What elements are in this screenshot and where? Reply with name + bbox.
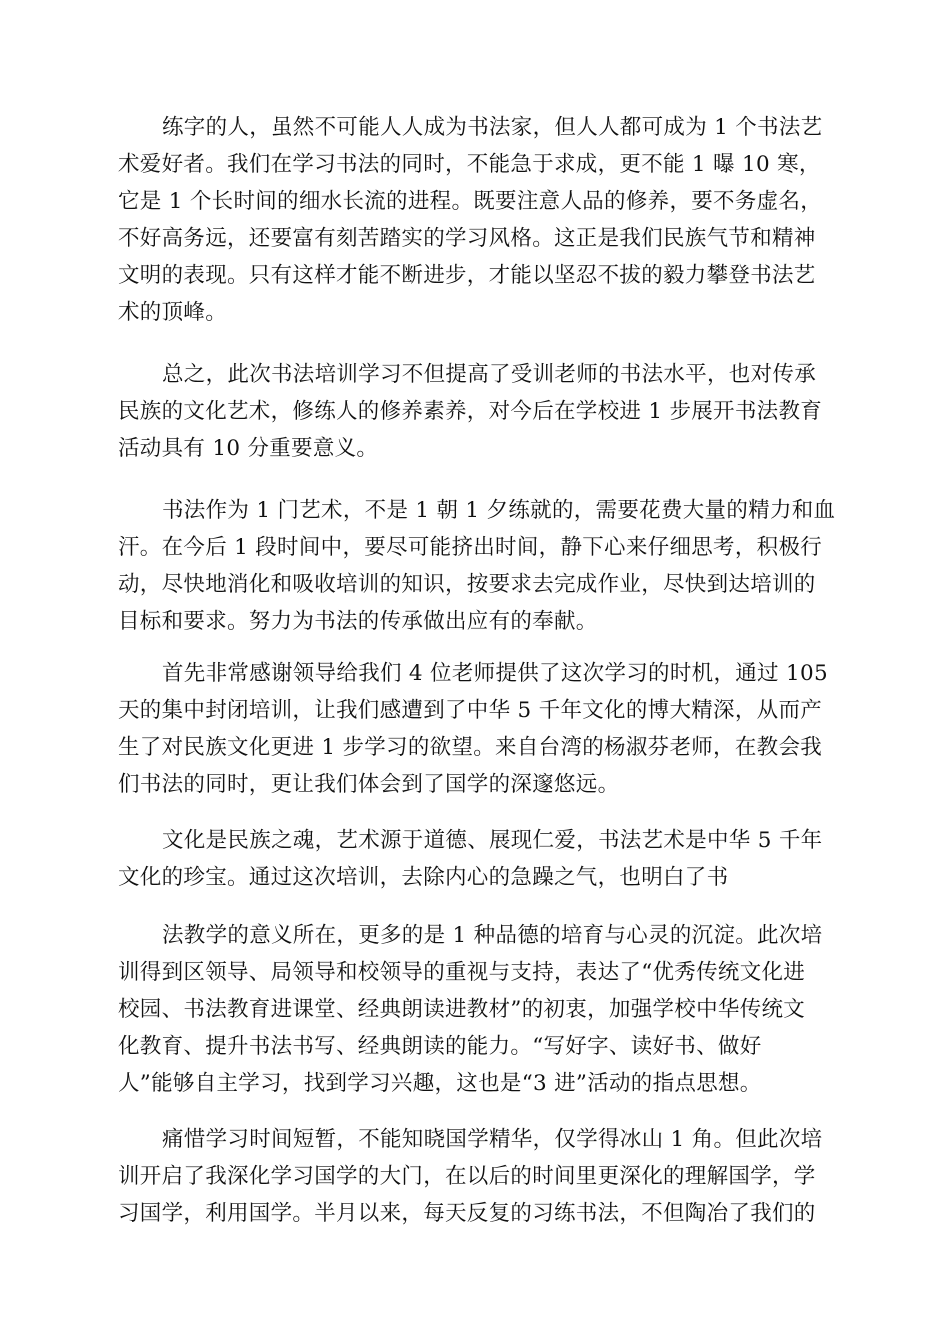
- paragraph-1: [118, 109, 833, 331]
- text-line: 天的集中封闭培训，让我们感遭到了中华 5 千年文化的博大精深，从而产: [118, 698, 823, 723]
- text-line: 术爱好者。我们在学习书法的同时，不能急于求成，更不能 1 曝 10 寒，: [118, 152, 821, 177]
- paragraph-4: [118, 655, 833, 803]
- text-line: 训开启了我深化学习国学的大门，在以后的时间里更深化的理解国学，学: [118, 1164, 816, 1189]
- paragraph-3: [118, 492, 836, 640]
- text-line: 首先非常感谢领导给我们 4 位老师提供了这次学习的时机，通过 105: [162, 661, 828, 686]
- text-line: 它是 1 个长时间的细水长流的进程。既要注意人品的修养，要不务虚名，: [118, 189, 823, 214]
- text-line: 练字的人，虽然不可能人人成为书法家，但人人都可成为 1 个书法艺: [162, 115, 823, 140]
- text-line: 校园、书法教育进课堂、经典朗读进教材”的初衷，加强学校中华传统文: [118, 997, 806, 1022]
- text-line: 动，尽快地消化和吸收培训的知识，按要求去完成作业，尽快到达培训的: [118, 572, 816, 597]
- text-line: 不好高务远，还要富有刻苦踏实的学习风格。这正是我们民族气节和精神: [118, 226, 816, 251]
- paragraph-7: [118, 1121, 833, 1232]
- text-line: 训得到区领导、局领导和校领导的重视与支持，表达了“优秀传统文化进: [118, 960, 806, 985]
- text-line: 们书法的同时，更让我们体会到了国学的深邃悠远。: [118, 772, 620, 797]
- paragraph-5: [118, 822, 833, 896]
- text-line: 目标和要求。努力为书法的传承做出应有的奉献。: [118, 609, 598, 634]
- text-line: 人”能够自主学习，找到学习兴趣，这也是“3 进”活动的指点思想。: [118, 1071, 762, 1096]
- text-line: 文明的表现。只有这样才能不断进步，才能以坚忍不拔的毅力攀登书法艺: [118, 263, 816, 288]
- text-line: 书法作为 1 门艺术，不是 1 朝 1 夕练就的，需要花费大量的精力和血: [162, 498, 836, 523]
- text-line: 习国学，利用国学。半月以来，每天反复的习练书法，不但陶冶了我们的: [118, 1201, 816, 1226]
- text-line: 生了对民族文化更进 1 步学习的欲望。来自台湾的杨淑芬老师，在教会我: [118, 735, 823, 760]
- text-line: 民族的文化艺术，修练人的修养素养，对今后在学校进 1 步展开书法教育: [118, 399, 823, 424]
- text-line: 化教育、提升书法书写、经典朗读的能力。“写好字、读好书、做好: [118, 1034, 762, 1059]
- text-line: 活动具有 10 分重要意义。: [118, 436, 379, 461]
- text-line: 术的顶峰。: [118, 300, 228, 325]
- text-line: 痛惜学习时间短暂，不能知晓国学精华，仅学得冰山 1 角。但此次培: [162, 1127, 823, 1152]
- text-line: 汗。在今后 1 段时间中，要尽可能挤出时间，静下心来仔细思考，积极行: [118, 535, 823, 560]
- text-line: 文化是民族之魂，艺术源于道德、展现仁爱，书法艺术是中华 5 千年: [162, 828, 823, 853]
- text-line: 文化的珍宝。通过这次培训，去除内心的急躁之气，也明白了书: [118, 865, 729, 890]
- text-line: 法教学的意义所在，更多的是 1 种品德的培育与心灵的沉淀。此次培: [162, 923, 823, 948]
- text-line: 总之，此次书法培训学习不但提高了受训老师的书法水平，也对传承: [162, 362, 817, 387]
- paragraph-6: [118, 917, 833, 1102]
- paragraph-2: [118, 356, 833, 467]
